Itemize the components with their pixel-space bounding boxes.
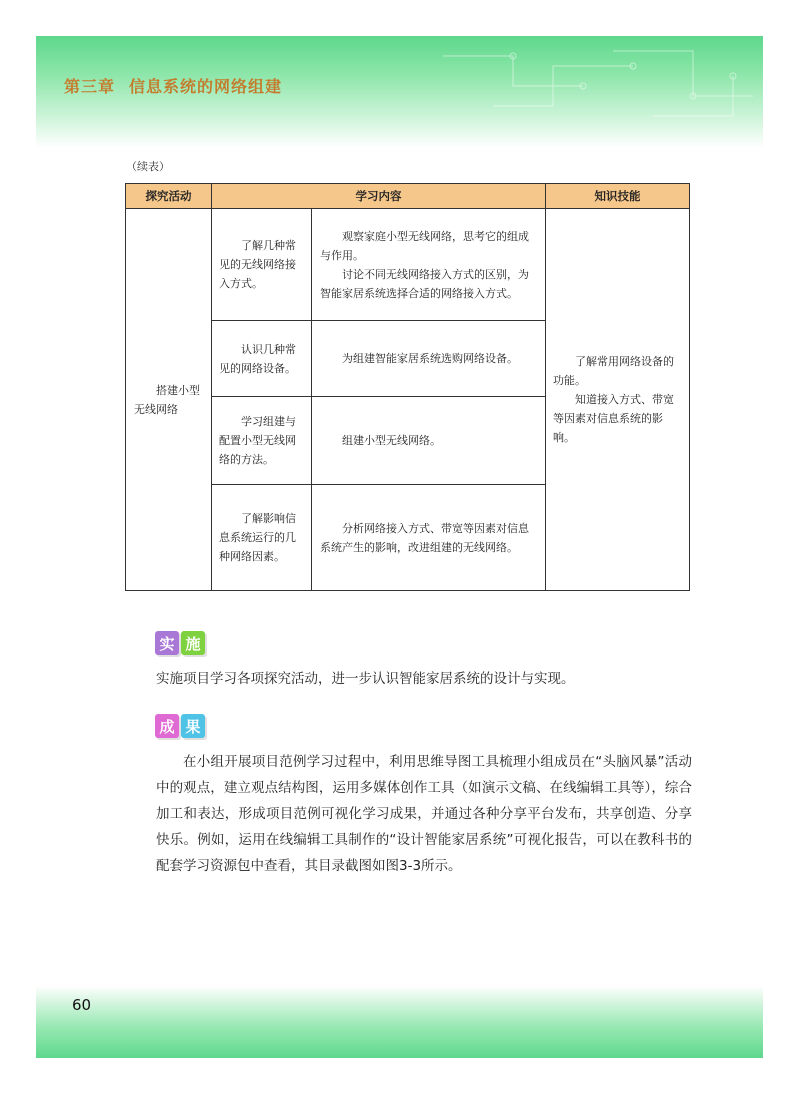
column-header-activity: 探究活动 xyxy=(126,184,212,209)
topic-cell: 了解几种常见的无线网络接入方式。 xyxy=(212,209,312,321)
heading-char-block: 成 xyxy=(155,714,179,738)
chapter-label: 第三章 xyxy=(64,77,116,96)
table-row xyxy=(126,209,690,321)
heading-char-block: 果 xyxy=(181,714,205,738)
topic-cell: 了解影响信息系统运行的几种网络因素。 xyxy=(212,485,312,591)
learning-content-table xyxy=(125,183,690,591)
circuit-decoration xyxy=(433,36,763,136)
column-header-skills: 知识技能 xyxy=(546,184,690,209)
detail-cell: 组建小型无线网络。 xyxy=(312,397,546,485)
results-paragraph: 在小组开展项目范例学习过程中，利用思维导图工具梳理小组成员在“头脑风暴”活动中的观点，建立观点结构图，运用多媒体创作工具（如演示文稿、在线编辑工具等），综合加工和表达，形成项目范例可视化学习成果，并通过各种分享平台发布，共享创造、分享快乐。例如，运用在线编辑工具制作的“设计智能家居系统”可视化报告，可以在教科书的配套学习资源包中查看，其目录截图如图3-3所示。 xyxy=(156,754,692,874)
topic-cell: 认识几种常见的网络设备。 xyxy=(212,321,312,397)
skills-cell: 了解常用网络设备的功能。 知道接入方式、带宽等因素对信息系统的影响。 xyxy=(546,209,690,591)
detail-cell: 为组建智能家居系统选购网络设备。 xyxy=(312,321,546,397)
column-header-content: 学习内容 xyxy=(212,184,546,209)
chapter-title xyxy=(64,74,282,97)
detail-cell: 分析网络接入方式、带宽等因素对信息系统产生的影响，改进组建的无线网络。 xyxy=(312,485,546,591)
chapter-header-band xyxy=(36,36,763,148)
results-heading xyxy=(155,714,205,738)
textbook-page xyxy=(36,36,763,1058)
detail-cell: 观察家庭小型无线网络，思考它的组成与作用。 讨论不同无线网络接入方式的区别，为智能家居系统选择合适的网络接入方式。 xyxy=(312,209,546,321)
activity-cell: 搭建小型无线网络 xyxy=(126,209,212,591)
page-number: 60 xyxy=(72,996,92,1014)
page-footer-band xyxy=(36,986,763,1058)
chapter-name: 信息系统的网络组建 xyxy=(129,77,283,96)
implement-heading xyxy=(155,631,205,655)
heading-char-block: 施 xyxy=(181,631,205,655)
implement-paragraph: 实施项目学习各项探究活动，进一步认识智能家居系统的设计与实现。 xyxy=(156,671,575,687)
table-header-row xyxy=(126,184,690,209)
heading-char-block: 实 xyxy=(155,631,179,655)
table-continued-label: （续表） xyxy=(126,160,170,173)
topic-cell: 学习组建与配置小型无线网络的方法。 xyxy=(212,397,312,485)
